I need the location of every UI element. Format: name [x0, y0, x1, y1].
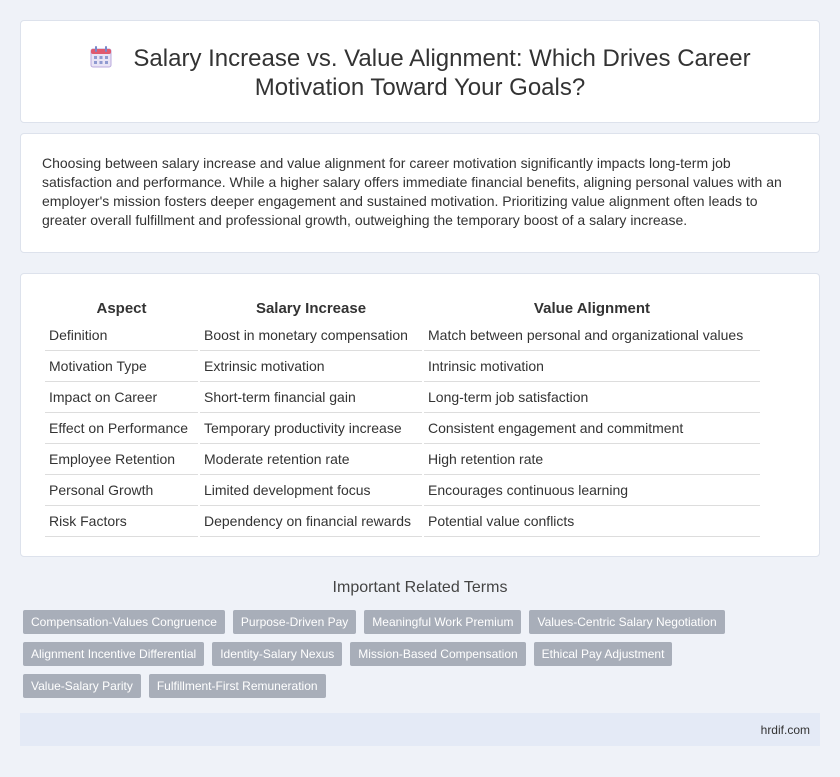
- related-term-tag[interactable]: Identity-Salary Nexus: [212, 642, 342, 666]
- related-terms-title: Important Related Terms: [332, 579, 508, 596]
- table-cell: Moderate retention rate: [200, 444, 422, 475]
- table-cell: Personal Growth: [45, 475, 198, 506]
- table-cell: Definition: [45, 320, 198, 351]
- title-line-1: Salary Increase vs. Value Alignment: Which Drives Career: [133, 45, 751, 72]
- table-row: [45, 444, 760, 475]
- table-cell: Risk Factors: [45, 506, 198, 537]
- table-cell: Short-term financial gain: [200, 382, 422, 413]
- table-cell: Impact on Career: [45, 382, 198, 413]
- related-term-tag[interactable]: Values-Centric Salary Negotiation: [529, 610, 724, 634]
- related-terms-list: [23, 610, 803, 706]
- intro-paragraph: Choosing between salary increase and value alignment for career motivation significantly impacts long-term job satisfaction and performance. While a higher salary offers immediate financial benefits, aligning personal values with an employer's mission fosters deeper engagement and sustained motivation. Prioritizing value alignment often leads to greater overall fulfillment and professional growth, outweighing the temporary boost of a salary increase.: [42, 155, 782, 228]
- related-term-tag[interactable]: Mission-Based Compensation: [350, 642, 525, 666]
- footer: [20, 713, 820, 746]
- column-header-salary-increase: Salary Increase: [255, 299, 367, 317]
- intro-card: [20, 133, 820, 253]
- table-cell: Limited development focus: [200, 475, 422, 506]
- related-term-tag[interactable]: Value-Salary Parity: [23, 674, 141, 698]
- comparison-table: [43, 296, 762, 537]
- table-row: [45, 506, 760, 537]
- table-row: [45, 475, 760, 506]
- table-cell: Motivation Type: [45, 351, 198, 382]
- title-line-2: Motivation Toward Your Goals?: [254, 74, 586, 101]
- table-row: [45, 351, 760, 382]
- table-header-row: [45, 296, 760, 320]
- table-cell: Boost in monetary compensation: [200, 320, 422, 351]
- table-row: [45, 382, 760, 413]
- related-term-tag[interactable]: Fulfillment-First Remuneration: [149, 674, 326, 698]
- table-cell: Consistent engagement and commitment: [424, 413, 760, 444]
- table-cell: High retention rate: [424, 444, 760, 475]
- table-row: [45, 413, 760, 444]
- table-cell: Potential value conflicts: [424, 506, 760, 537]
- table-cell: Match between personal and organizational values: [424, 320, 760, 351]
- related-term-tag[interactable]: Ethical Pay Adjustment: [534, 642, 673, 666]
- table-row: [45, 320, 760, 351]
- comparison-card: [20, 273, 820, 557]
- table-cell: Effect on Performance: [45, 413, 198, 444]
- related-term-tag[interactable]: Meaningful Work Premium: [364, 610, 521, 634]
- table-cell: Employee Retention: [45, 444, 198, 475]
- table-cell: Dependency on financial rewards: [200, 506, 422, 537]
- column-header-aspect: Aspect: [96, 299, 147, 317]
- related-term-tag[interactable]: Compensation-Values Congruence: [23, 610, 225, 634]
- title-card: [20, 20, 820, 123]
- table-cell: Encourages continuous learning: [424, 475, 760, 506]
- table-cell: Extrinsic motivation: [200, 351, 422, 382]
- related-term-tag[interactable]: Purpose-Driven Pay: [233, 610, 356, 634]
- page-title: [21, 44, 819, 102]
- table-cell: Temporary productivity increase: [200, 413, 422, 444]
- column-header-value-alignment: Value Alignment: [533, 299, 651, 317]
- footer-site-link[interactable]: hrdif.com: [760, 723, 810, 737]
- related-term-tag[interactable]: Alignment Incentive Differential: [23, 642, 204, 666]
- calendar-icon: [89, 45, 113, 69]
- table-cell: Long-term job satisfaction: [424, 382, 760, 413]
- table-cell: Intrinsic motivation: [424, 351, 760, 382]
